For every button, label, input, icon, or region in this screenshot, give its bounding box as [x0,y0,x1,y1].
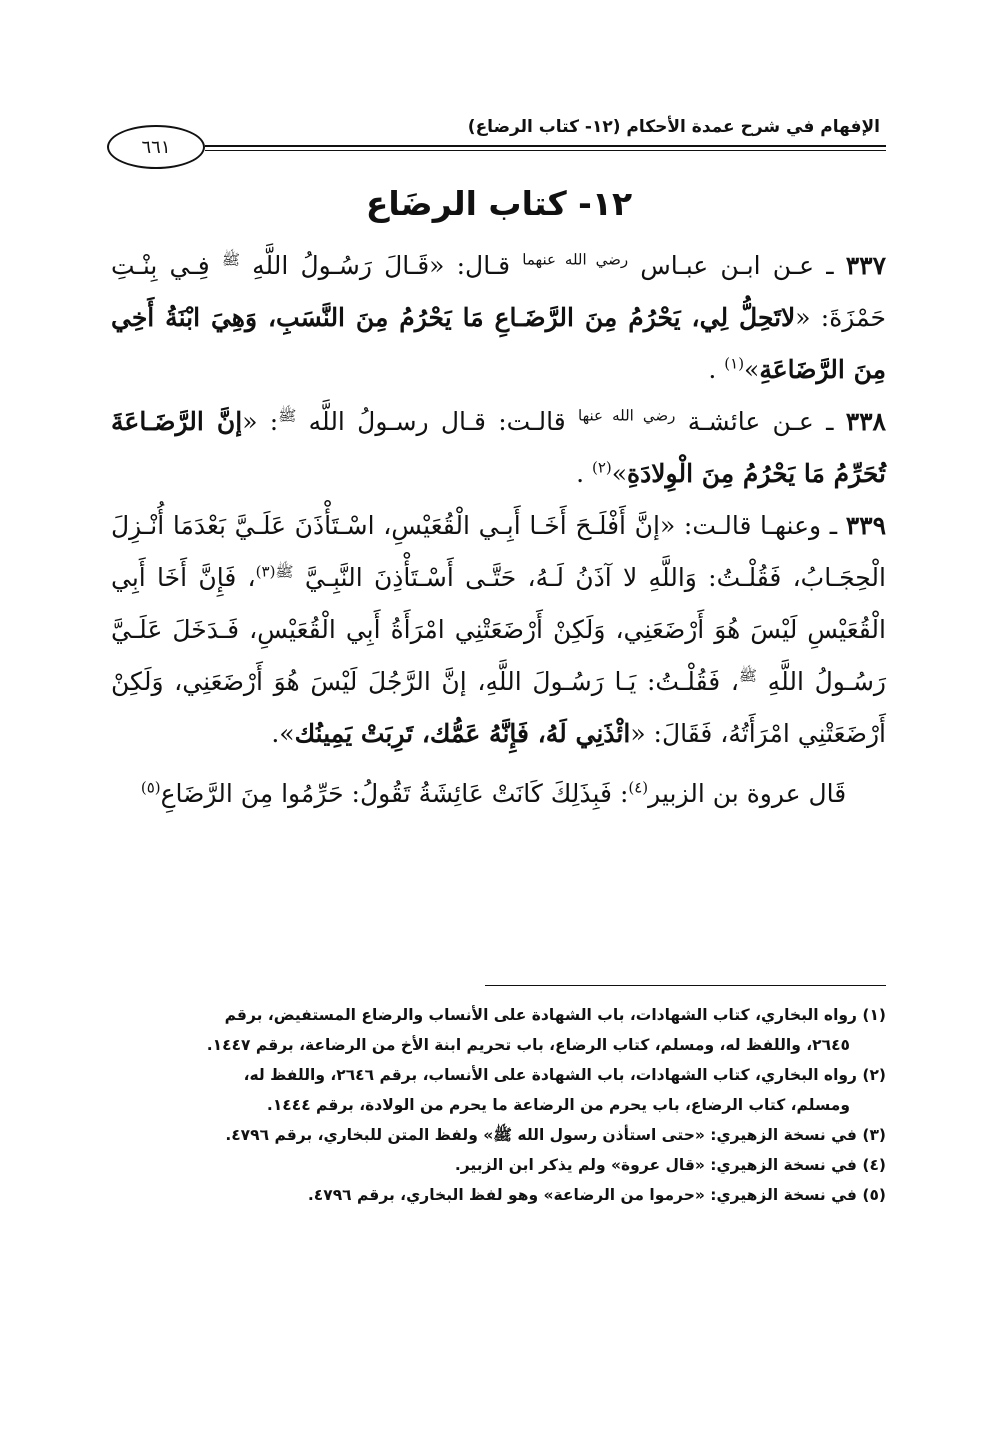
hadith-quote: ائْذَنِي لَهُ، فَإِنَّهُ عَمُّك، تَرِبَتْ يَمِينُك [294,719,631,748]
hadith-end: . [708,355,725,384]
hadith-337 [111,240,886,396]
footnote-text: ٢٦٤٥، واللفظ له، ومسلم، كتاب الرضاع، باب تحريم ابنة الأخ من الرضاعة، برقم ١٤٤٧. [206,1036,850,1054]
hadith-intro: عـن ابـن عبـاس [628,251,815,280]
honorific-glyph: رضي الله عنهما [522,250,629,269]
hadith-dash: ـ [813,407,846,436]
urwa-quote: : فَبِذَلِكَ كَانَتْ عَائِشَةُ تَقُولُ: حَرِّمُوا مِنَ الرَّضَاعِ [160,779,629,808]
hadith-dash: ـ [814,251,846,280]
header-rule [205,145,886,147]
footnote-4 [111,1150,886,1180]
footnote-ref[interactable]: (٥) [140,778,161,797]
header-rule-thin [205,150,886,151]
hadith-quote: لاتَحِلُّ لِي، يَحْرُمُ مِنَ الرَّضَـاعِ مَا يَحْرُمُ مِنَ النَّسَبِ، وَهِيَ ابْنَةُ أَخِي مِنَ الرَّضَاعَةِ [111,303,886,384]
footnote-text: (١) رواه البخاري، كتاب الشهادات، باب الشهادة على الأنساب والرضاع المستفيض، برقم [224,1006,886,1024]
footnote-3 [111,1120,886,1150]
urwa-text: قَال عروة بن الزبير [648,779,847,808]
footnote-2 [111,1060,886,1090]
chapter-title: ١٢- كتاب الرضَاع [365,184,633,223]
hadith-end: . [576,459,592,488]
honorific-glyph: رضي الله عنها [578,406,676,425]
footnote-separator [485,985,886,986]
hadith-339 [111,500,886,760]
hadith-said: قـال: «قَـالَ رَسُـولُ اللَّهِ [239,251,523,280]
hadith-number: ٣٣٧ [845,251,887,280]
urwa-statement [111,768,886,820]
footnote-2-cont [111,1090,886,1120]
hadith-number: ٣٣٩ [845,511,887,540]
hadith-text: : « [242,407,279,436]
footnote-ref[interactable]: (٤) [628,778,649,797]
hadith-intro: عـن عائشـة [675,407,814,436]
footnote-1-cont [111,1030,886,1060]
hadith-text: فِـي بِنْـتِ حَمْزَةَ: « [111,251,886,332]
footnote-ref[interactable]: (٢) [591,458,612,477]
footnote-text: ومسلم، كتاب الرضاع، باب يحرم من الرضاعة ما يحرم من الولادة، برقم ١٤٤٤. [266,1096,850,1114]
salutation-glyph: ﷺ [278,406,297,425]
hadith-said: قالـت: قـال رسـولُ اللَّه [296,407,578,436]
hadith-quote: إنَّ الرَّضَـاعَةَ تُحَرِّمُ مَا يَحْرُمُ مِنَ الْوِلادَةِ [111,407,886,488]
footnote-text: (٢) رواه البخاري، كتاب الشهادات، باب الشهادة على الأنساب، برقم ٢٦٤٦، واللفظ له، [243,1066,886,1084]
quote-close: » [744,355,760,384]
hadith-dash: ـ [821,511,846,540]
hadith-intro: وعنهـا قالـت: «إنَّ أَفْلَـحَ أَخَـا أَبِـي الْقُعَيْسِ، اسْـتَأْذَنَ عَلَـيَّ بَعْدَمَا أُنْـزِلَ الْحِجَـابُ، فَقُلْـتُ: وَاللَّهِ لا آذَنُ لَـهُ، حَتَّـى أَسْـتَأْذِنَ النَّبِـيَّ [111,511,886,592]
page-number: ٦٦١ [107,125,205,169]
footnote-text: (٥) في نسخة الزهيري: «حرموا من الرضاعة» وهو لفظ البخاري، برقم ٤٧٩٦. [307,1186,886,1204]
hadith-text-cont: ، فَقُلْـتُ: يَـا رَسُـولَ اللَّهِ، إنَّ الرَّجُلَ لَيْسَ هُوَ أَرْضَعَنِي، وَلَكِنْ أَرْضَعَتْنِي امْرَأَتُهُ، فَقَالَ: « [111,667,886,748]
quote-close: » [611,459,628,488]
footnote-text: (٣) في نسخة الزهيري: «حتى استأذن رسول الله ﷺ» ولفظ المتن للبخاري، برقم ٤٧٩٦. [225,1126,886,1144]
running-header-title: الإفهام في شرح عمدة الأحكام (١٢- كتاب الرضاع) [467,117,880,137]
footnote-ref[interactable]: (١) [724,354,745,373]
hadith-text: ، فَإِنَّ أَخَا أَبِي الْقُعَيْسِ لَيْسَ هُوَ أَرْضَعَنِي، وَلَكِنْ أَرْضَعَتْنِي امْرَأَةُ أَبِي الْقُعَيْسِ، فَـدَخَلَ عَلَـيَّ رَسُـولُ اللَّهِ [111,563,886,696]
footnote-ref[interactable]: (٣) [255,562,276,581]
main-text [111,240,886,820]
salutation-glyph: ﷺ [275,562,294,581]
footnote-1 [111,1000,886,1030]
hadith-338 [111,396,886,500]
footnote-5 [111,1180,886,1210]
salutation-glyph: ﷺ [738,666,758,685]
quote-close: ». [271,719,295,748]
salutation-glyph: ﷺ [221,250,240,269]
footnotes [111,1000,886,1210]
hadith-number: ٣٣٨ [845,407,886,436]
footnote-text: (٤) في نسخة الزهيري: «قال عروة» ولم يذكر ابن الزبير. [454,1156,886,1174]
